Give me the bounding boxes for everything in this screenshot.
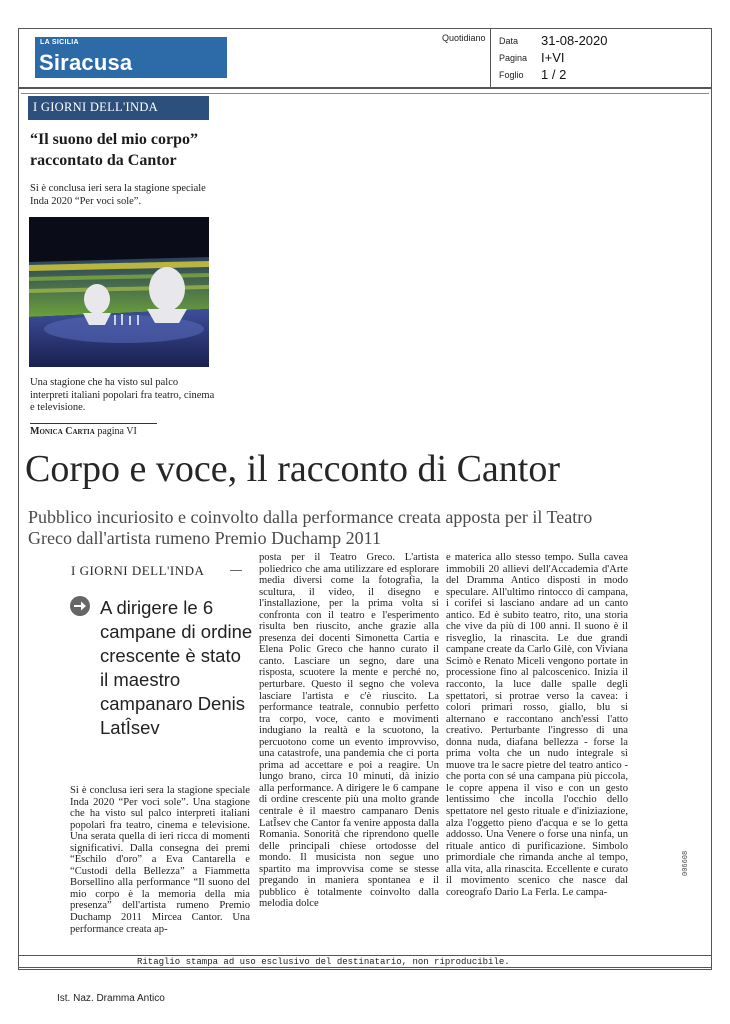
page-label: Pagina [499, 53, 528, 63]
reproduction-notice: Ritaglio stampa ad uso esclusivo del destinatario, non riproducibile. [137, 957, 510, 967]
stage-photo [29, 217, 209, 367]
article-title: Corpo e voce, il racconto di Cantor [25, 448, 561, 490]
pull-quote: A dirigere le 6 campane di ordine crescente è stato il maestro campanaro Denis LatÎsev [100, 597, 253, 738]
kicker-rule [230, 570, 242, 571]
header-divider [490, 28, 491, 88]
logo-top-text: LA SICILIA [40, 39, 79, 46]
publication-type: Quotidiano [442, 33, 486, 43]
article-subtitle: Pubblico incuriosito e coinvolto dalla performance creata apposta per il Teatro Greco dall'artista rumeno Premio Duchamp 2011 [28, 507, 593, 548]
article-kicker: I GIORNI DELL'INDA [71, 563, 205, 578]
teaser-intro: Si è conclusa ieri sera la stagione speciale Inda 2020 “Per voci sole”. [30, 183, 206, 207]
teaser-banner-text: I GIORNI DELL'INDA [33, 100, 158, 114]
date-label: Data [499, 36, 519, 46]
author-page-ref: pagina VI [97, 426, 137, 437]
document-code: 006608 [682, 850, 690, 876]
arrow-right-icon [70, 596, 90, 616]
clipping-inner-line [21, 93, 709, 94]
sheet-label: Foglio [499, 70, 524, 80]
article-column-1: Si è conclusa ieri sera la stagione speciale Inda 2020 “Per voci sole”. Una stagione che ha visto sul palco interpreti italiani popolari fra teatro, cinema e televisione. Una serata quella di ieri ricca di momenti significativi. Dalla consegna dei premi “Eschilo d'oro” a Eva Cantarella e “Custodi della Bellezza” a Fiammetta Borsellino alla performance “Il suono del mio corpo è la memoria della mia presenza” dell'artista rumeno Premio Duchamp 2011 Mircea Cantor. Una performance creata ap- [70, 785, 250, 935]
teaser-banner [28, 96, 209, 120]
source-institution: Ist. Naz. Dramma Antico [57, 993, 165, 1004]
date-value: 31-08-2020 [541, 33, 608, 48]
logo-main-text: Siracusa [39, 50, 133, 75]
publication-logo [35, 37, 227, 78]
pull-quote-arrow-icon [70, 596, 90, 616]
teaser-caption: Una stagione che ha visto sul palco interpreti italiani popolari fra teatro, cinema e televisione. [30, 377, 215, 413]
sheet-value: 1 / 2 [541, 67, 567, 82]
article-column-3: e materica allo stesso tempo. Sulla cavea immobili 20 allievi dell'Accademia d'Arte del Dramma Antico disposti in modo speculare. All'ultimo rintocco di campana, i corifei si lasciano andare ad un canto antico. Ed è subito teatro, rito, una storia che vive da più di 100 anni. Il suono è il risveglio, la rinascita. Le due grandi campane create da Carlo Gilè, con Viviana Scimò e Renato Miceli vengono portate in processione fino al palcoscenico. Inizia il racconto, la luce dalle spalle degli spettatori, si protrae verso la cavea: i colori primari rosso, giallo, blu si alternano e raccontano anch'essi l'atto creativo. Perturbante l'ingresso di una donna nuda, diafana bellezza - forse la prima volta che un nudo integrale si muove tra le sacre pietre del teatro antico - che porta con sé una campana più piccola, le copre appena il viso e con un gesto lentissimo che incolla l'occhio dello spettatore nel gesto rituale e d'iniziazione, alza l'oggetto pieno d'acqua e se lo getta addosso. Una Venere o forse una ninfa, un rituale antico di purificazione. Simbolo primordiale che rimanda anche al tempo, alla vita, alla rinascita. Eccellente e curato il movimento scenico che nasce dal coreografo Dario La Ferla. Le campa- [446, 552, 628, 898]
teaser-headline: “Il suono del mio corpo” raccontato da Cantor [30, 131, 199, 169]
article-column-2: posta per il Teatro Greco. L'artista poliedrico che ama utilizzare ed esplorare media diversi come la fotografia, la scultura, il video, il disegno e l'installazione, per la prima volta si confronta con il teatro e l'esperimento risulta ben riuscito, anche grazie alla presenza dei docenti Simonetta Cartia e Elena Polic Greco che hanno curato il canto. Lasciare un segno, dare una risposta, scuotere la mente e perché no, perturbare. Questo il segno che voleva lasciare l'artista e c'è riuscito. La performance teatrale, connubio perfetto tra corpo, voce, canto e movimenti indugiano la realtà e la scuotono, la percuotono come un evento improvviso, una catastrofe, una pandemia che ci porta prima ad accettare e poi a reagire. Un lungo brano, circa 10 minuti, dà inizio alla performance. A dirigere le 6 campane di ordine crescente più una molto grande centrale è il maestro campanaro Denis LatÎsev che Cantor fa venire apposta dalla Romania. Sonorità che riprendono quelle delle principali chiese ortodosse del mondo. Il musicista non segue uno spartito ma improvvisa come se stesse pregando in maniera spontanea e il pubblico è totalmente coinvolto dalla melodia dolce [259, 552, 439, 910]
author-name: Monica Cartia [30, 426, 95, 437]
author-rule [30, 423, 157, 424]
stage-photo-drawing [29, 217, 209, 367]
teaser-author [30, 426, 137, 437]
page-value: I+VI [541, 50, 565, 65]
